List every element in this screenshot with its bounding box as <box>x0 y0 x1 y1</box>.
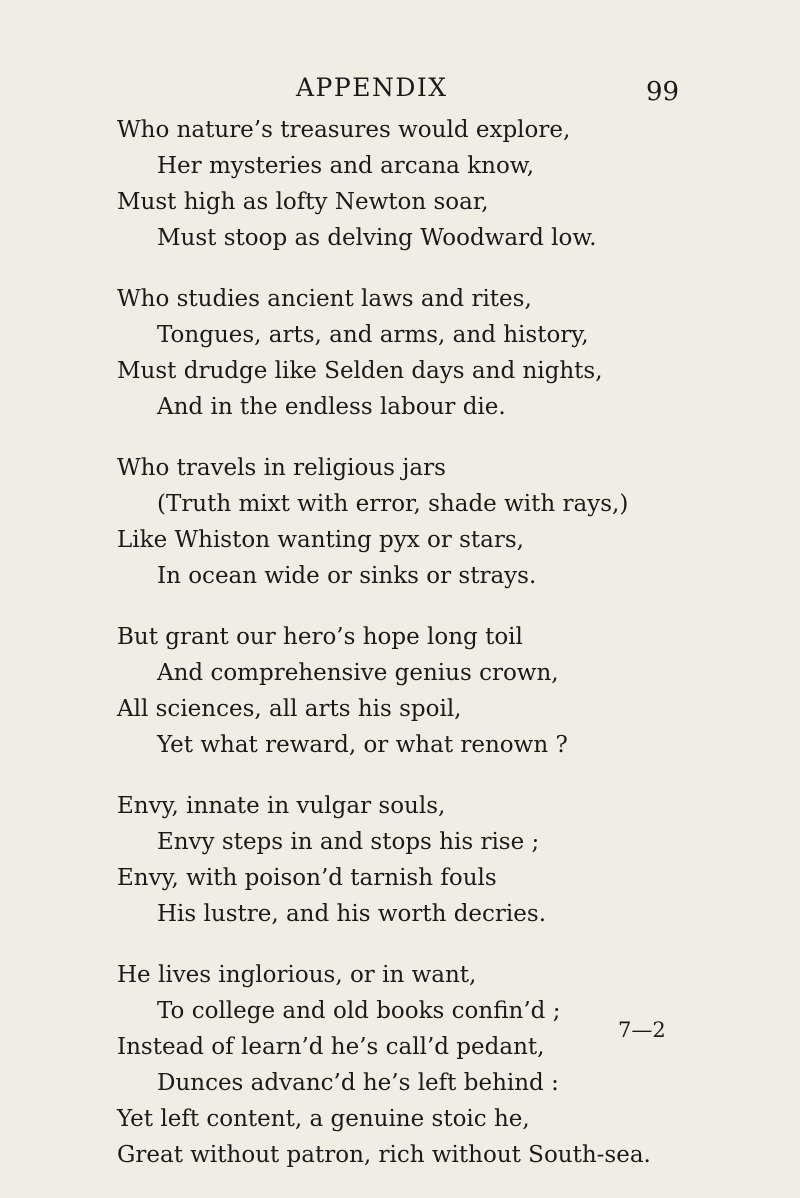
poem-line: All sciences, all arts his spoil, <box>117 696 462 722</box>
poem-line: But grant our hero’s hope long toil <box>117 624 523 650</box>
poem-line: Envy, innate in vulgar souls, <box>117 793 446 819</box>
poem <box>117 112 777 1198</box>
running-head <box>0 68 800 108</box>
poem-line: Tongues, arts, and arms, and history, <box>157 322 589 348</box>
page-number: 99 <box>646 77 680 107</box>
poem-line: Envy, with poison’d tarnish fouls <box>117 865 497 891</box>
stanza-4 <box>117 619 777 763</box>
poem-line: Like Whiston wanting pyx or stars, <box>117 527 524 553</box>
poem-line: Must drudge like Selden days and nights, <box>117 358 603 384</box>
poem-line: Who studies ancient laws and rites, <box>117 286 532 312</box>
running-title: APPENDIX <box>296 73 448 102</box>
poem-line: Who travels in religious jars <box>117 455 446 481</box>
poem-line: And comprehensive genius crown, <box>157 660 559 686</box>
poem-line: Dunces advanc’d he’s left behind : <box>157 1070 559 1096</box>
stanza-2 <box>117 281 777 425</box>
poem-line: (Truth mixt with error, shade with rays,) <box>157 491 629 517</box>
poem-line: Envy steps in and stops his rise ; <box>157 829 540 855</box>
poem-line: And in the endless labour die. <box>157 394 506 420</box>
poem-line: Must stoop as delving Woodward low. <box>157 225 597 251</box>
poem-line: He lives inglorious, or in want, <box>117 962 477 988</box>
poem-line: His lustre, and his worth decries. <box>157 901 547 927</box>
stanza-3 <box>117 450 777 594</box>
poem-line: To college and old books confin’d ; <box>157 998 561 1024</box>
poem-line: Instead of learn’d he’s call’d pedant, <box>117 1034 545 1060</box>
poem-line: In ocean wide or sinks or strays. <box>157 563 537 589</box>
stanza-5 <box>117 788 777 932</box>
signature-mark: 7—2 <box>618 1018 666 1042</box>
poem-line: Yet what reward, or what renown ? <box>157 732 568 758</box>
poem-line: Who nature’s treasures would explore, <box>117 117 571 143</box>
poem-line: Must high as lofty Newton soar, <box>117 189 489 215</box>
poem-line: Her mysteries and arcana know, <box>157 153 535 179</box>
poem-line: Great without patron, rich without South-sea. <box>117 1142 651 1168</box>
poem-line: Yet left content, a genuine stoic he, <box>117 1106 530 1132</box>
stanza-6 <box>117 957 777 1173</box>
stanza-1 <box>117 112 777 256</box>
